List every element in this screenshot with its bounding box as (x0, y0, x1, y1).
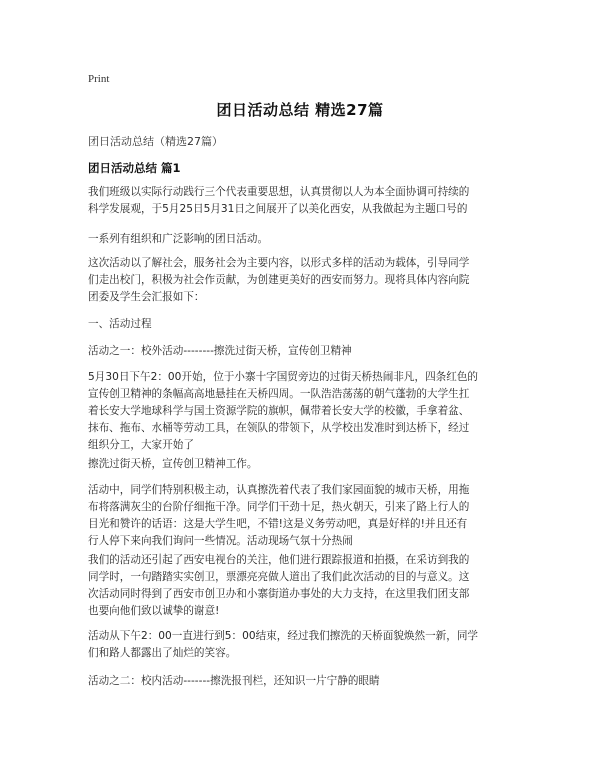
paragraph-line: 次活动同时得到了西安市创卫办和小寨街道办事处的大力支持，在这里我们团支部 (88, 588, 470, 600)
paragraph-line: 抹布、拖布、水桶等劳动工具，在领队的带领下，从学校出发准时到达桥下，经过 (88, 422, 470, 434)
document-subtitle: 团日活动总结（精选27篇） (88, 135, 223, 148)
paragraph-activity-one-scene (88, 482, 520, 550)
paragraph-line: 我们的活动还引起了西安电视台的关注，他们进行跟踪报道和拍摄，在采访到我的 (88, 554, 470, 566)
paragraph-activity-result (88, 628, 520, 662)
paragraph-line: 也要向他们致以诚挚的谢意! (88, 605, 220, 617)
paragraph-line: 活动之二：校内活动-------擦洗报刊栏，还知识一片宁静的眼睛 (88, 675, 380, 687)
paragraph-line: 活动中，同学们特别积极主动，认真擦洗着代表了我们家园面貌的城市天桥，用拖 (88, 484, 470, 496)
paragraph-line: 擦洗过街天桥，宣传创卫精神工作。 (88, 458, 258, 470)
paragraph-continuation (88, 231, 520, 248)
paragraph-intro (88, 184, 520, 218)
paragraph-line: 布将落满灰尘的台阶仔细拖干净。同学们干劲十足，热火朝天，引来了路上行人的 (88, 501, 470, 513)
paragraph-line: 团委及学生会汇报如下： (88, 291, 205, 303)
paragraph-activity-two (88, 673, 520, 690)
page-title: 团日活动总结 精选27篇 (216, 101, 384, 119)
paragraph-line: 活动从下午2：00一直进行到5：00结束，经过我们擦洗的天桥面貌焕然一新，同学 (88, 630, 479, 642)
paragraph-line: 5月30日下午2：00开始，位于小寨十字国贸旁边的过街天桥热闹非凡，四条红色的 (88, 371, 479, 383)
paragraph-line: 们和路人都露出了灿烂的笑容。 (88, 647, 237, 659)
paragraph-activity-purpose (88, 255, 520, 306)
paragraph-line: 活动之一：校外活动--------擦洗过街天桥，宣传创卫精神 (88, 345, 352, 357)
paragraph-activity-one (88, 343, 520, 360)
paragraph-line: 行人停下来向我们询问一些情况。活动现场气氛十分热闹 (88, 535, 353, 547)
paragraph-line: 着长安大学地球科学与国土资源学院的旗帜，佩带着长安大学的校徽，手拿着盆、 (88, 405, 470, 417)
paragraph-media-coverage (88, 552, 520, 620)
paragraph-line: 宣传创卫精神的条幅高高地悬挂在天桥四周。一队浩浩荡荡的朝气蓬勃的大学生扛 (88, 388, 470, 400)
print-link[interactable]: Print (88, 73, 110, 85)
paragraph-line: 我们班级以实际行动践行三个代表重要思想，认真贯彻以人为本全面协调可持续的 (88, 186, 470, 198)
paragraph-line: 一系列有组织和广泛影响的团日活动。 (88, 233, 269, 245)
paragraph-line: 们走出校门，积极为社会作贡献，为创建更美好的西安而努力。现将具体内容向院 (88, 274, 470, 286)
section-heading: 团日活动总结 篇1 (88, 161, 181, 175)
paragraph-line: 目光和赞许的话语：这是大学生吧，不错!这是义务劳动吧，真是好样的!并且还有 (88, 518, 468, 530)
paragraph-line: 同学时，一句踏踏实实创卫，票漂亮亮做人道出了我们此次活动的目的与意义。这 (88, 571, 470, 583)
paragraph-activity-one-detail (88, 369, 520, 454)
paragraph-line: 这次活动以了解社会，服务社会为主要内容，以形式多样的活动为载体，引导同学 (88, 257, 470, 269)
paragraph-line: 科学发展观，于5月25日5月31日之间展开了以美化西安，从我做起为主题口号的 (88, 203, 468, 215)
paragraph-line: 组织分工，大家开始了 (88, 439, 194, 451)
paragraph-activity-one-work (88, 456, 520, 473)
paragraph-section-title (88, 316, 520, 333)
paragraph-line: 一、活动过程 (88, 318, 152, 330)
